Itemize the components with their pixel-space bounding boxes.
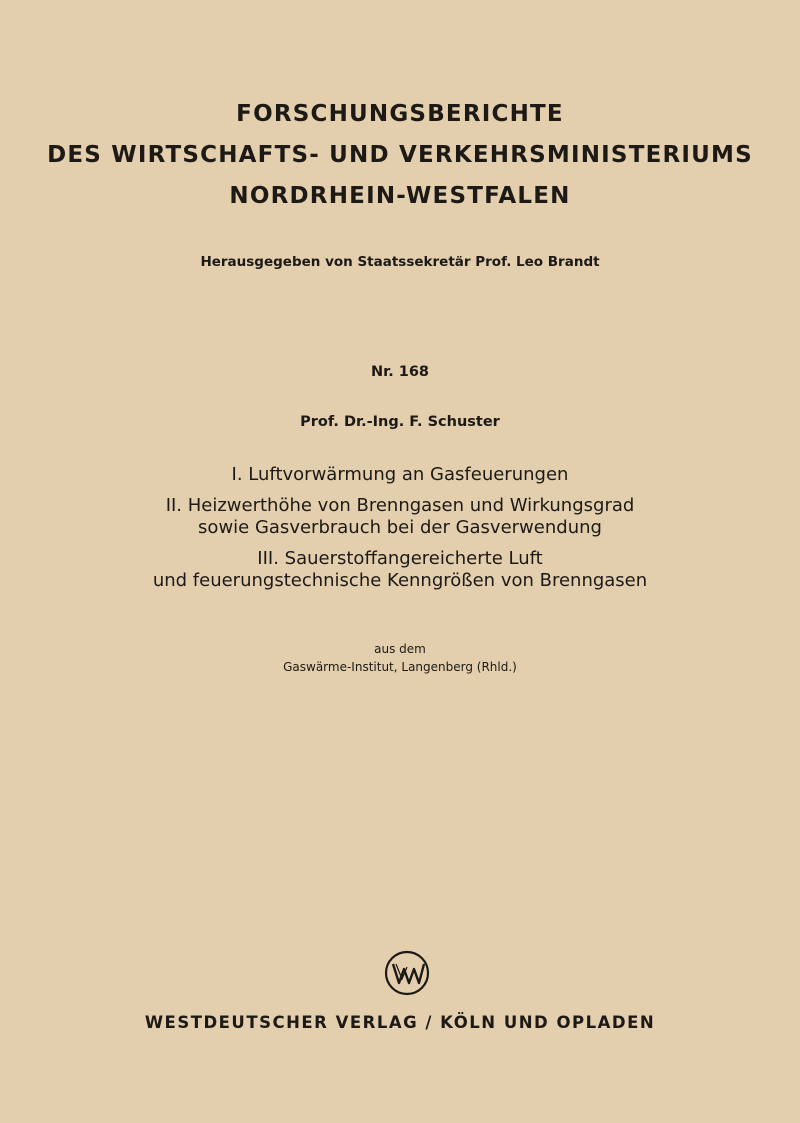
report-number: Nr. 168: [370, 364, 430, 380]
title-2: [0, 495, 800, 539]
series-title-line-3: NORDRHEIN-WESTFALEN: [229, 183, 571, 209]
title-3: [0, 548, 800, 592]
wv-publisher-logo-icon: [384, 950, 430, 996]
series-title: [0, 94, 800, 217]
title-2-line-1: II. Heizwerthöhe von Brenngasen und Wirkungsgrad: [165, 495, 635, 516]
author: Prof. Dr.-Ing. F. Schuster: [300, 414, 500, 430]
title-1-line-1: I. Luftvorwärmung an Gasfeuerungen: [231, 464, 569, 485]
series-title-line-1: FORSCHUNGSBERICHTE: [236, 101, 564, 127]
origin-prefix: aus dem: [374, 642, 426, 656]
editor-line: Herausgegeben von Staatssekretär Prof. Leo Brandt: [200, 254, 600, 270]
title-3-line-2: und feuerungstechnische Kenngrößen von Brenngasen: [152, 570, 648, 591]
title-3-line-1: III. Sauerstoffangereicherte Luft: [257, 548, 543, 569]
origin: [0, 640, 800, 676]
title-1: [0, 464, 800, 486]
series-title-line-2: DES WIRTSCHAFTS- UND VERKEHRSMINISTERIUMS: [47, 142, 753, 168]
title-2-line-2: sowie Gasverbrauch bei der Gasverwendung: [198, 517, 602, 538]
publisher: WESTDEUTSCHER VERLAG / KÖLN UND OPLADEN: [144, 1013, 656, 1032]
origin-institute: Gaswärme-Institut, Langenberg (Rhld.): [283, 660, 517, 674]
report-titles: [0, 464, 800, 601]
